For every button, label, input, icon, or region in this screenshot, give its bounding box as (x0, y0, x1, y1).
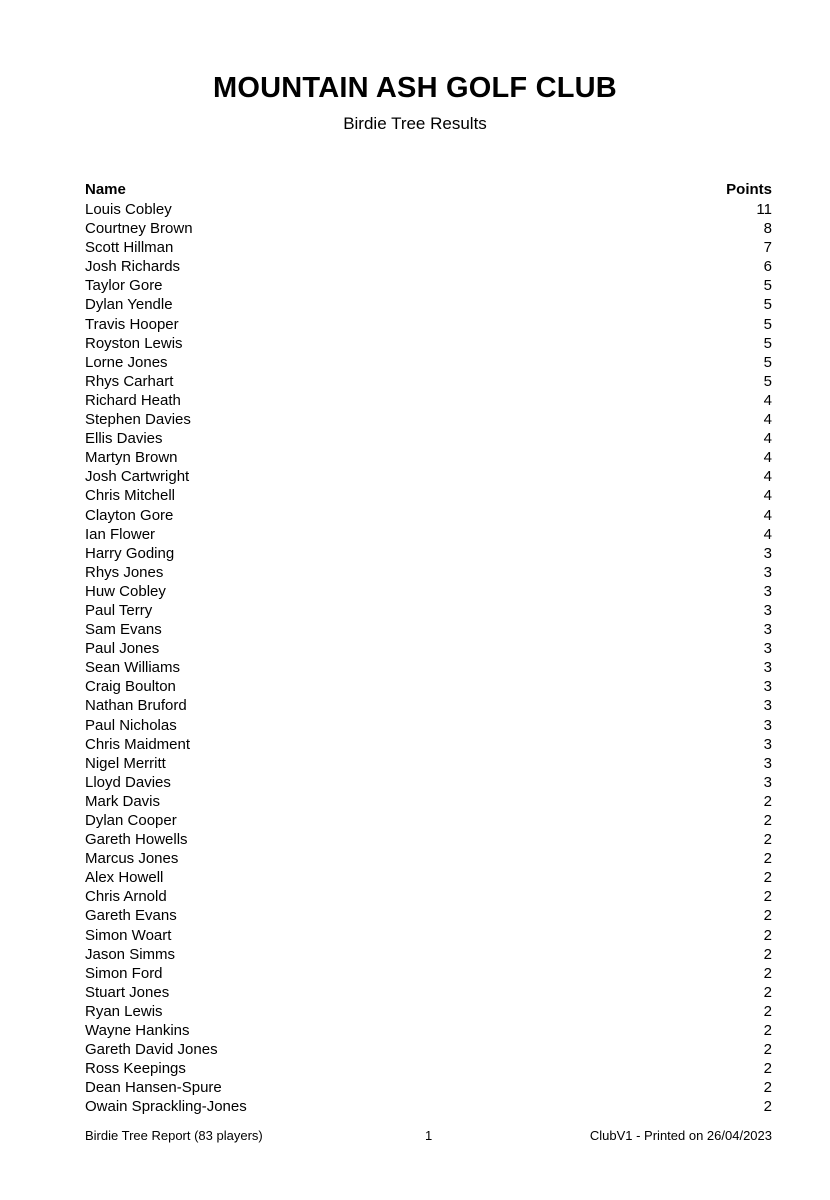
player-name: Chris Arnold (85, 888, 167, 906)
table-row (85, 315, 772, 334)
table-row (85, 257, 772, 276)
table-row (85, 658, 772, 677)
table-row (85, 238, 772, 257)
table-row (85, 868, 772, 887)
player-points: 3 (763, 754, 772, 772)
player-points: 2 (763, 983, 772, 1001)
player-name: Craig Boulton (85, 678, 176, 696)
footer-report-label: Birdie Tree Report (83 players) (85, 1128, 263, 1143)
player-points: 3 (763, 544, 772, 562)
player-name: Paul Terry (85, 601, 153, 619)
table-row (85, 410, 772, 429)
player-points: 2 (763, 1002, 772, 1020)
player-name: Rhys Jones (85, 563, 164, 581)
page-footer (85, 1128, 772, 1146)
player-points: 3 (763, 697, 772, 715)
player-name: Lloyd Davies (85, 773, 171, 791)
table-row (85, 926, 772, 945)
table-row (85, 735, 772, 754)
table-row (85, 544, 772, 563)
player-name: Gareth David Jones (85, 1041, 218, 1059)
player-name: Paul Jones (85, 640, 160, 658)
table-row (85, 811, 772, 830)
footer-printed-info: ClubV1 - Printed on 26/04/2023 (589, 1128, 772, 1143)
player-name: Martyn Brown (85, 449, 178, 467)
player-name: Scott Hillman (85, 239, 174, 257)
table-row (85, 887, 772, 906)
player-points: 4 (763, 468, 772, 486)
player-name: Alex Howell (85, 869, 164, 887)
table-row (85, 582, 772, 601)
player-name: Owain Sprackling-Jones (85, 1098, 247, 1116)
table-row (85, 486, 772, 505)
player-points: 3 (763, 563, 772, 581)
player-name: Jason Simms (85, 945, 176, 963)
table-row (85, 391, 772, 410)
table-row (85, 1078, 772, 1097)
player-points: 2 (763, 1060, 772, 1078)
player-points: 4 (763, 449, 772, 467)
table-row (85, 639, 772, 658)
player-points: 4 (763, 391, 772, 409)
player-name: Lorne Jones (85, 353, 168, 371)
table-row (85, 429, 772, 448)
player-name: Gareth Howells (85, 831, 188, 849)
player-points: 2 (763, 964, 772, 982)
table-header (85, 180, 772, 200)
player-name: Huw Cobley (85, 582, 166, 600)
player-points: 5 (763, 277, 772, 295)
player-points: 3 (763, 582, 772, 600)
footer-page-number: 1 (425, 1128, 433, 1143)
player-name: Simon Ford (85, 964, 163, 982)
table-row (85, 620, 772, 639)
player-name: Courtney Brown (85, 220, 193, 238)
table-row (85, 448, 772, 467)
player-name: Sam Evans (85, 621, 162, 639)
player-name: Louis Cobley (85, 201, 172, 218)
table-row (85, 849, 772, 868)
player-name: Royston Lewis (85, 334, 183, 352)
table-row (85, 1097, 772, 1116)
player-name: Gareth Evans (85, 907, 177, 925)
player-points: 3 (763, 678, 772, 696)
player-name: Ellis Davies (85, 430, 163, 448)
player-name: Chris Mitchell (85, 487, 176, 505)
table-row (85, 964, 772, 983)
player-points: 4 (763, 430, 772, 448)
player-name: Sean Williams (85, 659, 181, 677)
player-points: 4 (763, 525, 772, 543)
table-row (85, 1002, 772, 1021)
player-name: Chris Maidment (85, 735, 191, 753)
table-row (85, 677, 772, 696)
report-subtitle: Birdie Tree Results (343, 114, 487, 133)
player-points: 2 (763, 926, 772, 944)
table-row (85, 563, 772, 582)
player-name: Nigel Merritt (85, 754, 166, 772)
player-points: 8 (763, 220, 772, 238)
player-points: 2 (763, 1079, 772, 1097)
player-name: Wayne Hankins (85, 1022, 190, 1040)
table-row (85, 716, 772, 735)
table-row (85, 1040, 772, 1059)
table-row (85, 353, 772, 372)
player-name: Ross Keepings (85, 1060, 186, 1078)
results-table (85, 180, 772, 1117)
table-row (85, 906, 772, 925)
table-row (85, 983, 772, 1002)
player-name: Rhys Carhart (85, 372, 174, 390)
player-points: 5 (763, 315, 772, 333)
table-row (85, 467, 772, 486)
table-row (85, 200, 772, 219)
table-row (85, 276, 772, 295)
table-row (85, 372, 772, 391)
table-row (85, 334, 772, 353)
player-points: 2 (763, 831, 772, 849)
player-points: 2 (763, 1022, 772, 1040)
column-header-points: Points (726, 181, 772, 198)
player-points: 5 (763, 334, 772, 352)
table-row (85, 219, 772, 238)
table-row (85, 830, 772, 849)
report-title: MOUNTAIN ASH GOLF CLUB (213, 72, 617, 104)
player-points: 2 (763, 888, 772, 906)
player-name: Stuart Jones (85, 983, 170, 1001)
player-name: Dylan Cooper (85, 812, 177, 829)
player-name: Clayton Gore (85, 506, 174, 524)
player-points: 2 (763, 850, 772, 868)
player-name: Harry Goding (85, 544, 175, 562)
table-row (85, 792, 772, 811)
player-name: Josh Richards (85, 258, 181, 276)
player-name: Taylor Gore (85, 277, 163, 295)
player-name: Josh Cartwright (85, 468, 190, 486)
player-points: 2 (763, 907, 772, 925)
player-points: 5 (763, 353, 772, 371)
player-points: 4 (763, 506, 772, 524)
table-row (85, 696, 772, 715)
player-points: 3 (763, 621, 772, 639)
player-points: 11 (756, 201, 772, 218)
table-row (85, 1021, 772, 1040)
player-points: 6 (763, 258, 772, 276)
table-row (85, 754, 772, 773)
player-points: 3 (763, 735, 772, 753)
table-row (85, 945, 772, 964)
player-points: 4 (763, 411, 772, 429)
table-body (85, 200, 772, 1117)
player-points: 2 (763, 792, 772, 810)
player-points: 3 (763, 640, 772, 658)
table-row (85, 295, 772, 314)
player-points: 2 (763, 869, 772, 887)
table-row (85, 525, 772, 544)
column-header-name: Name (85, 181, 126, 198)
player-name: Nathan Bruford (85, 697, 187, 715)
player-points: 2 (763, 945, 772, 963)
table-row (85, 773, 772, 792)
player-points: 7 (763, 239, 772, 257)
player-points: 3 (763, 659, 772, 677)
player-points: 5 (763, 372, 772, 390)
table-row (85, 601, 772, 620)
player-name: Richard Heath (85, 391, 181, 409)
player-name: Ryan Lewis (85, 1002, 163, 1020)
player-points: 3 (763, 773, 772, 791)
player-name: Ian Flower (85, 525, 156, 543)
player-points: 2 (763, 812, 772, 829)
player-name: Dylan Yendle (85, 296, 173, 314)
player-name: Stephen Davies (85, 411, 191, 429)
player-name: Dean Hansen-Spure (85, 1079, 222, 1097)
player-points: 2 (763, 1041, 772, 1059)
player-name: Marcus Jones (85, 850, 179, 868)
player-points: 4 (763, 487, 772, 505)
player-name: Travis Hooper (85, 315, 179, 333)
player-points: 3 (763, 716, 772, 734)
player-name: Paul Nicholas (85, 716, 177, 734)
player-name: Mark Davis (85, 792, 161, 810)
table-row (85, 1059, 772, 1078)
player-points: 5 (763, 296, 772, 314)
table-row (85, 506, 772, 525)
player-name: Simon Woart (85, 926, 172, 944)
player-points: 3 (763, 601, 772, 619)
player-points: 2 (763, 1098, 772, 1116)
